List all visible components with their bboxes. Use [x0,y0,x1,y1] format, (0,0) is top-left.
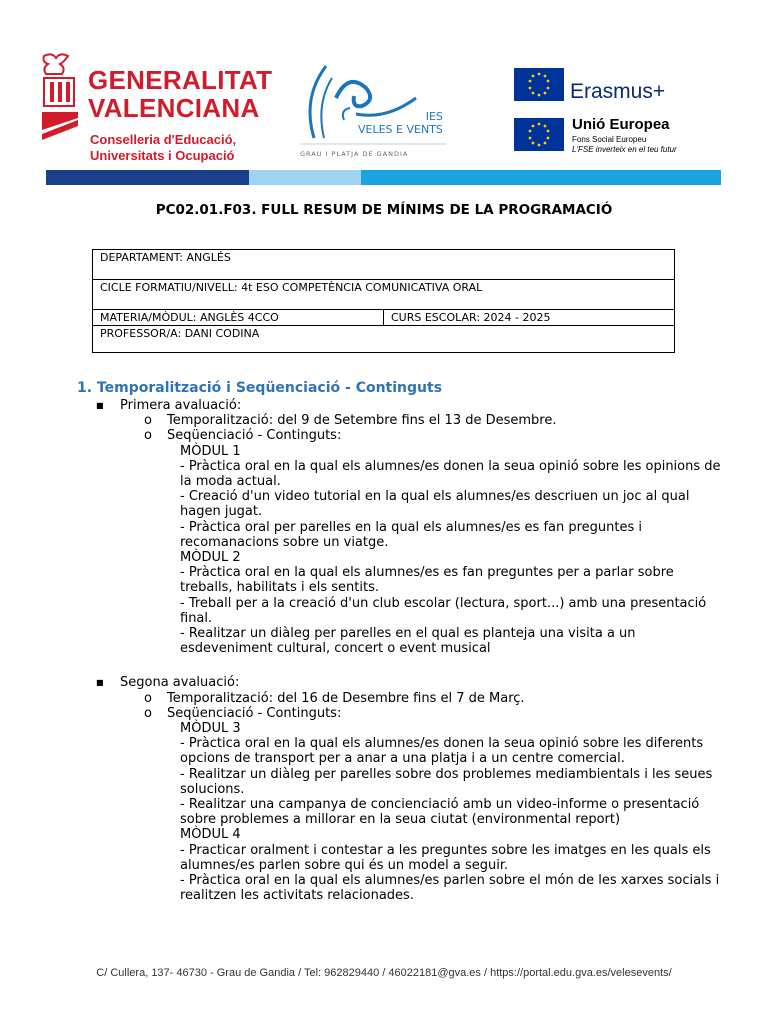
temporalitzacio-2: o Temporalització: del 16 de Desembre fins el 7 de Març. [144,690,525,706]
document-title: PC02.01.F03. FULL RESUM DE MÍNIMS DE LA PROGRAMACIÓ [155,202,613,218]
generalitat-name: GENERALITAT VALENCIANA [88,65,273,123]
list-item: - Realitzar una campanya de concienciació amb un video-informe o presentació sobre problemes a millorar en la seua ciutat (environmental report) [180,797,700,828]
modul-heading: MÒDUL 4 [180,827,241,843]
materia-cell: MATERIA/MÒDUL: ANGLÈS 4CCO [93,310,384,326]
list-item: - Creació d'un video tutorial en la qual els alumnes/es descriuen un joc al qual hagen jugat. [180,489,690,520]
list-item: - Treball per a la creació d'un club escolar (lectura, sport...) amb una presentació final. [180,595,707,626]
curs-cell: CURS ESCOLAR: 2024 - 2025 [384,310,675,326]
list-item: - Practicar oralment i contestar a les preguntes sobre les imatges en les quals els alumnes/es parlen sobre qui és un model a seguir. [180,842,711,873]
list-item: - Pràctica oral en la qual els alumnes/es es fan preguntes per a parlar sobre treballs, habilitats i els sentits. [180,565,674,596]
fse-motto: L'FSE inverteix en el teu futur [572,145,677,154]
conselleria-name: Conselleria d'Educació, Universitats i Ocupació [90,132,237,163]
list-item: - Pràctica oral per parelles en la qual els alumnes/es es fan preguntes i recomanacions sobre un viatge. [180,519,643,550]
fons-social-europeu: Fons Social Europeu [572,135,647,144]
modul-heading: MÒDUL 2 [180,550,241,566]
ies-wave-icon [296,58,446,150]
list-item: - Pràctica oral en la qual els alumnes/es parlen sobre el món de les xarxes socials i realitzen les activitats relacionades. [180,873,720,904]
list-item: - Realitzar un diàleg per parelles sobre dos problemes mediambientals i les seues solucions. [180,766,713,797]
square-bullet-icon: ■ [96,678,104,688]
circle-bullet-icon: o [144,428,152,444]
professor-cell: PROFESSOR/A: DANI CODINA [93,326,675,353]
temporalitzacio-1: o Temporalització: del 9 de Setembre fins el 13 de Desembre. [144,413,557,429]
sequenciacio-1: o Seqüenciació - Continguts: [144,428,342,444]
info-table [92,249,675,353]
section-heading: 1. Temporalització i Seqüenciació - Continguts [77,380,443,396]
segona-avaluacio: ■ Segona avaluació: [96,675,240,691]
generalitat-logo [38,52,273,172]
list-item: - Pràctica oral en la qual els alumnes/es donen la seua opinió sobre les diferents opcions de transport per a anar a una platja i a un centre comercial. [180,736,704,767]
departament-cell: DEPARTAMENT: ANGLÉS [93,250,675,280]
sequenciacio-2: o Seqüenciació - Continguts: [144,705,342,721]
eu-flag-icon [514,118,564,151]
page-footer: C/ Cullera, 137- 46730 - Grau de Gandia / Tel: 962829440 / 46022181@gva.es / https://portal.edu.gva.es/velesevents/ [96,967,672,979]
primera-avaluacio: ■ Primera avaluació: [96,398,242,413]
section-content [0,398,768,904]
ies-veles-e-vents-logo [296,58,456,162]
header-bar-mid [361,170,721,185]
square-bullet-icon: ■ [96,401,104,410]
circle-bullet-icon: o [144,413,152,429]
generalitat-shield-icon [38,52,82,144]
header-bar-dark [46,170,249,185]
circle-bullet-icon: o [144,690,152,706]
list-item: - Realitzar un diàleg per parelles en el qual es planteja una visita a un esdeveniment cultural, concert o event musical [180,626,636,657]
ies-tagline: GRAU I PLATJA DE GANDIA [300,150,409,158]
cicle-cell: CICLE FORMATIU/NIVELL: 4t ESO COMPETÈNCIA COMUNICATIVA ORAL [93,280,675,310]
eu-logos [514,68,724,158]
modul-heading: MÒDUL 1 [180,443,241,459]
unio-europea-title: Unió Europea [572,116,670,133]
eu-flag-icon [514,68,564,101]
ies-name: IES VELES E VENTS [358,110,443,136]
erasmus-label: Erasmus+ [570,80,666,103]
document-header [0,0,768,190]
list-item: - Pràctica oral en la qual els alumnes/es donen la seua opinió sobre les opinions de la moda actual. [180,458,721,490]
modul-heading: MÒDUL 3 [180,721,241,737]
circle-bullet-icon: o [144,705,152,721]
header-bar-light [249,170,361,185]
